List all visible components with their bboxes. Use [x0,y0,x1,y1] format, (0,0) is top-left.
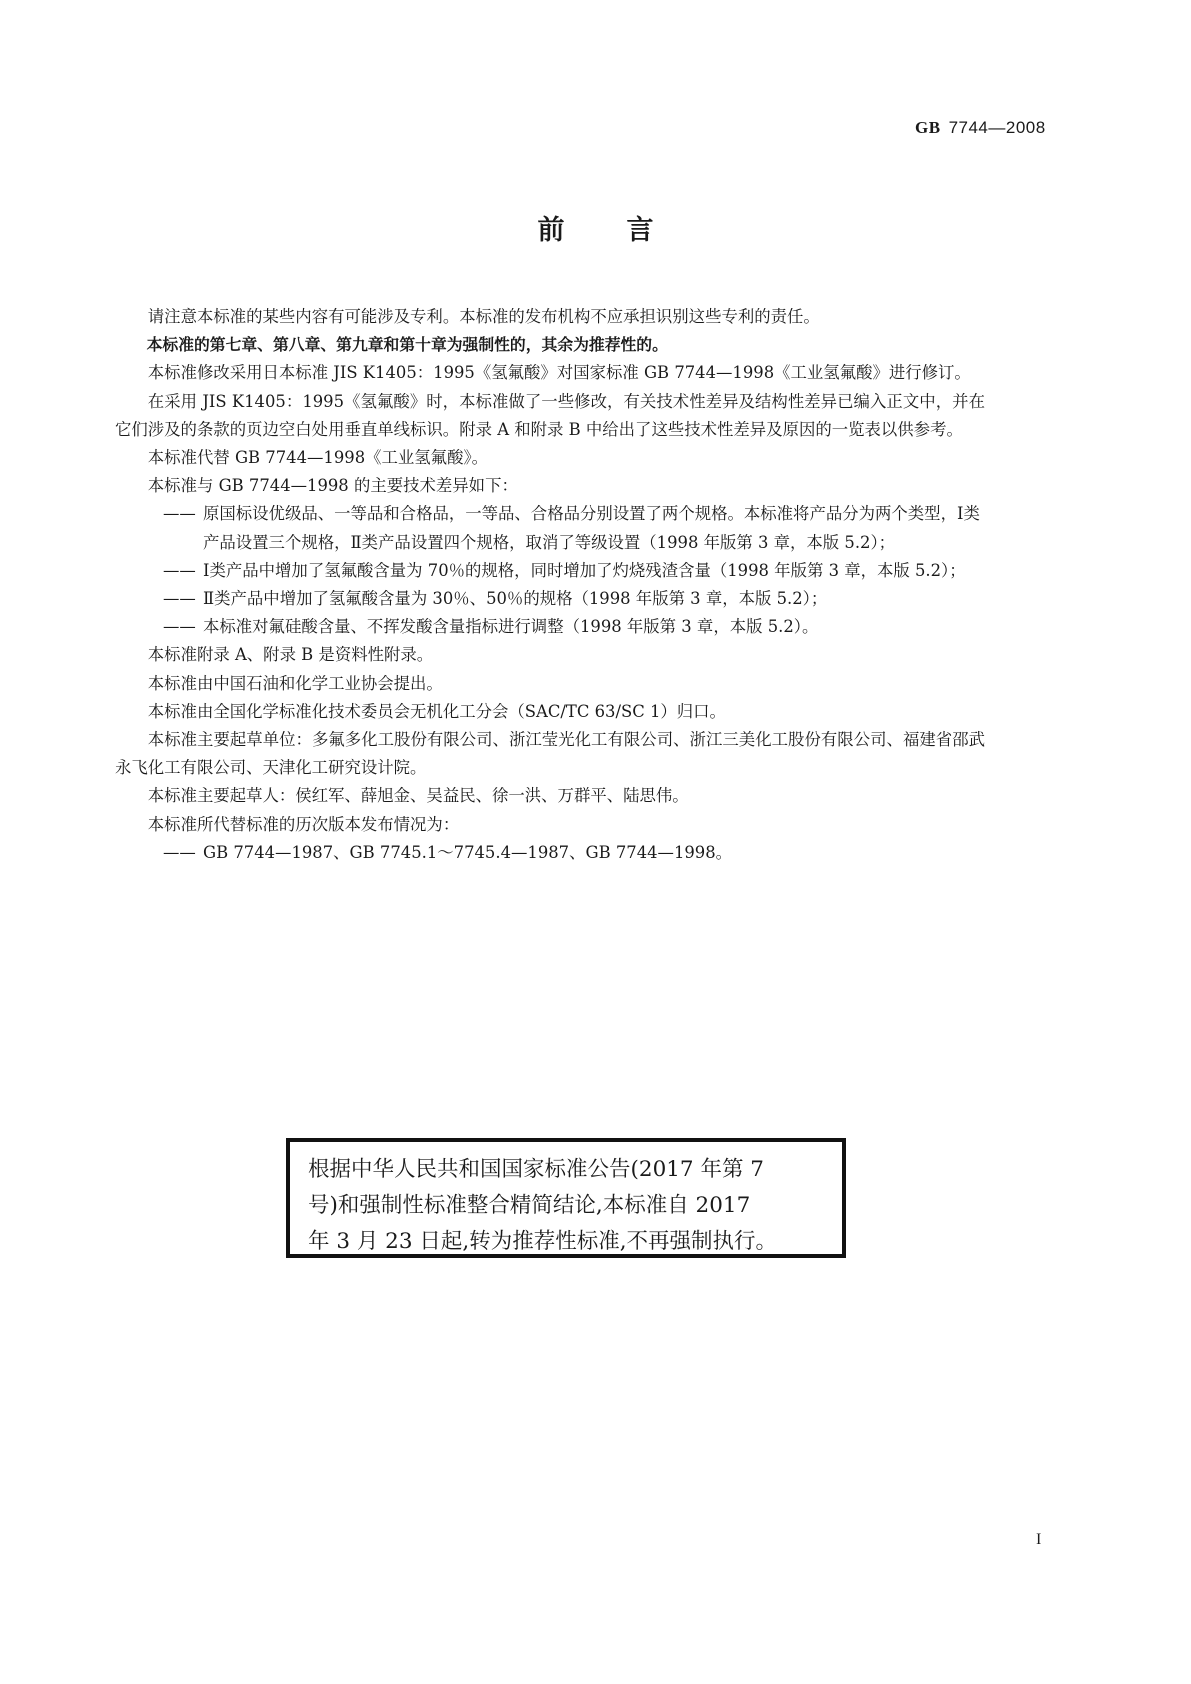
foreword-body [115,303,985,867]
section-title-char-2: 言 [626,215,654,246]
paragraph-appendices: 本标准附录 A、附录 B 是资料性附录。 [147,645,434,665]
paragraph-patent-notice: 请注意本标准的某些内容有可能涉及专利。本标准的发布机构不应承担识别这些专利的责任。 [147,307,820,326]
paragraph-history-intro: 本标准所代替标准的历次版本发布情况为： [147,814,460,834]
paragraph-adoption: 本标准修改采用日本标准 JIS K1405：1995《氢氟酸》对国家标准 GB 7744—1998《工业氢氟酸》进行修订。 [147,363,971,383]
dash-marker: —— [163,560,196,580]
difference-item [115,500,985,556]
paragraph-replaces: 本标准代替 GB 7744—1998《工业氢氟酸》。 [147,448,489,468]
notice-line: 号)和强制性标准整合精简结论,本标准自 2017 [308,1193,751,1218]
difference-text: Ⅱ类产品中增加了氢氟酸含量为 30％、50％的规格（1998 年版第 3 章，本版 5.2）； [203,589,828,609]
dash-marker: —— [163,589,196,609]
paragraph-differences-intro: 本标准与 GB 7744—1998 的主要技术差异如下： [147,476,518,496]
section-title-char-1: 前 [537,215,565,246]
section-title [0,208,1191,247]
difference-text: 本标准对氟硅酸含量、不挥发酸含量指标进行调整（1998 年版第 3 章，本版 5.2）。 [203,617,819,637]
notice-line: 年 3 月 23 日起,转为推荐性标准,不再强制执行。 [308,1229,778,1254]
dash-marker: —— [163,617,196,637]
dash-marker: —— [163,504,196,524]
notice-line: 根据中华人民共和国国家标准公告(2017 年第 7 [308,1157,764,1182]
difference-item [115,613,985,641]
paragraph-modifications: 在采用 JIS K1405：1995《氢氟酸》时，本标准做了一些修改，有关技术性差异及结构性差异已编入正文中，并在它们涉及的条款的页边空白处用垂直单线标识。附录 A 和附录 B 中给出了这些技术性差异及原因的一览表以供参考。 [115,391,985,439]
standard-code: 7744—2008 [948,118,1046,137]
history-text: GB 7744—1987、GB 7745.1～7745.4—1987、GB 7744—1998。 [203,842,733,862]
page-number: I [1036,1531,1042,1548]
history-item [115,839,985,867]
paragraph-drafters: 本标准主要起草人：侯红军、薛旭金、吴益民、徐一洪、万群平、陆思伟。 [147,786,689,806]
difference-item [115,585,985,613]
dash-marker: —— [163,842,196,862]
standard-number [915,118,1046,138]
paragraph-proposer: 本标准由中国石油和化学工业协会提出。 [147,673,443,693]
standard-prefix: GB [915,118,941,137]
paragraph-mandatory-chapters: 本标准的第七章、第八章、第九章和第十章为强制性的，其余为推荐性的。 [146,335,668,355]
difference-text: Ⅰ类产品中增加了氢氟酸含量为 70％的规格，同时增加了灼烧残渣含量（1998 年版第 3 章，本版 5.2）； [203,560,966,580]
difference-item [115,557,985,585]
paragraph-drafting-units: 本标准主要起草单位：多氟多化工股份有限公司、浙江莹光化工有限公司、浙江三美化工股份有限公司、福建省邵武永飞化工有限公司、天津化工研究设计院。 [115,730,985,778]
paragraph-committee: 本标准由全国化学标准化技术委员会无机化工分会（SAC/TC 63/SC 1）归口。 [147,701,726,721]
difference-text: 原国标设优级品、一等品和合格品，一等品、合格品分别设置了两个规格。本标准将产品分为两个类型，Ⅰ类产品设置三个规格，Ⅱ类产品设置四个规格，取消了等级设置（1998 年版第 3 章，本版 5.2）； [203,504,980,552]
notice-box [286,1138,846,1258]
